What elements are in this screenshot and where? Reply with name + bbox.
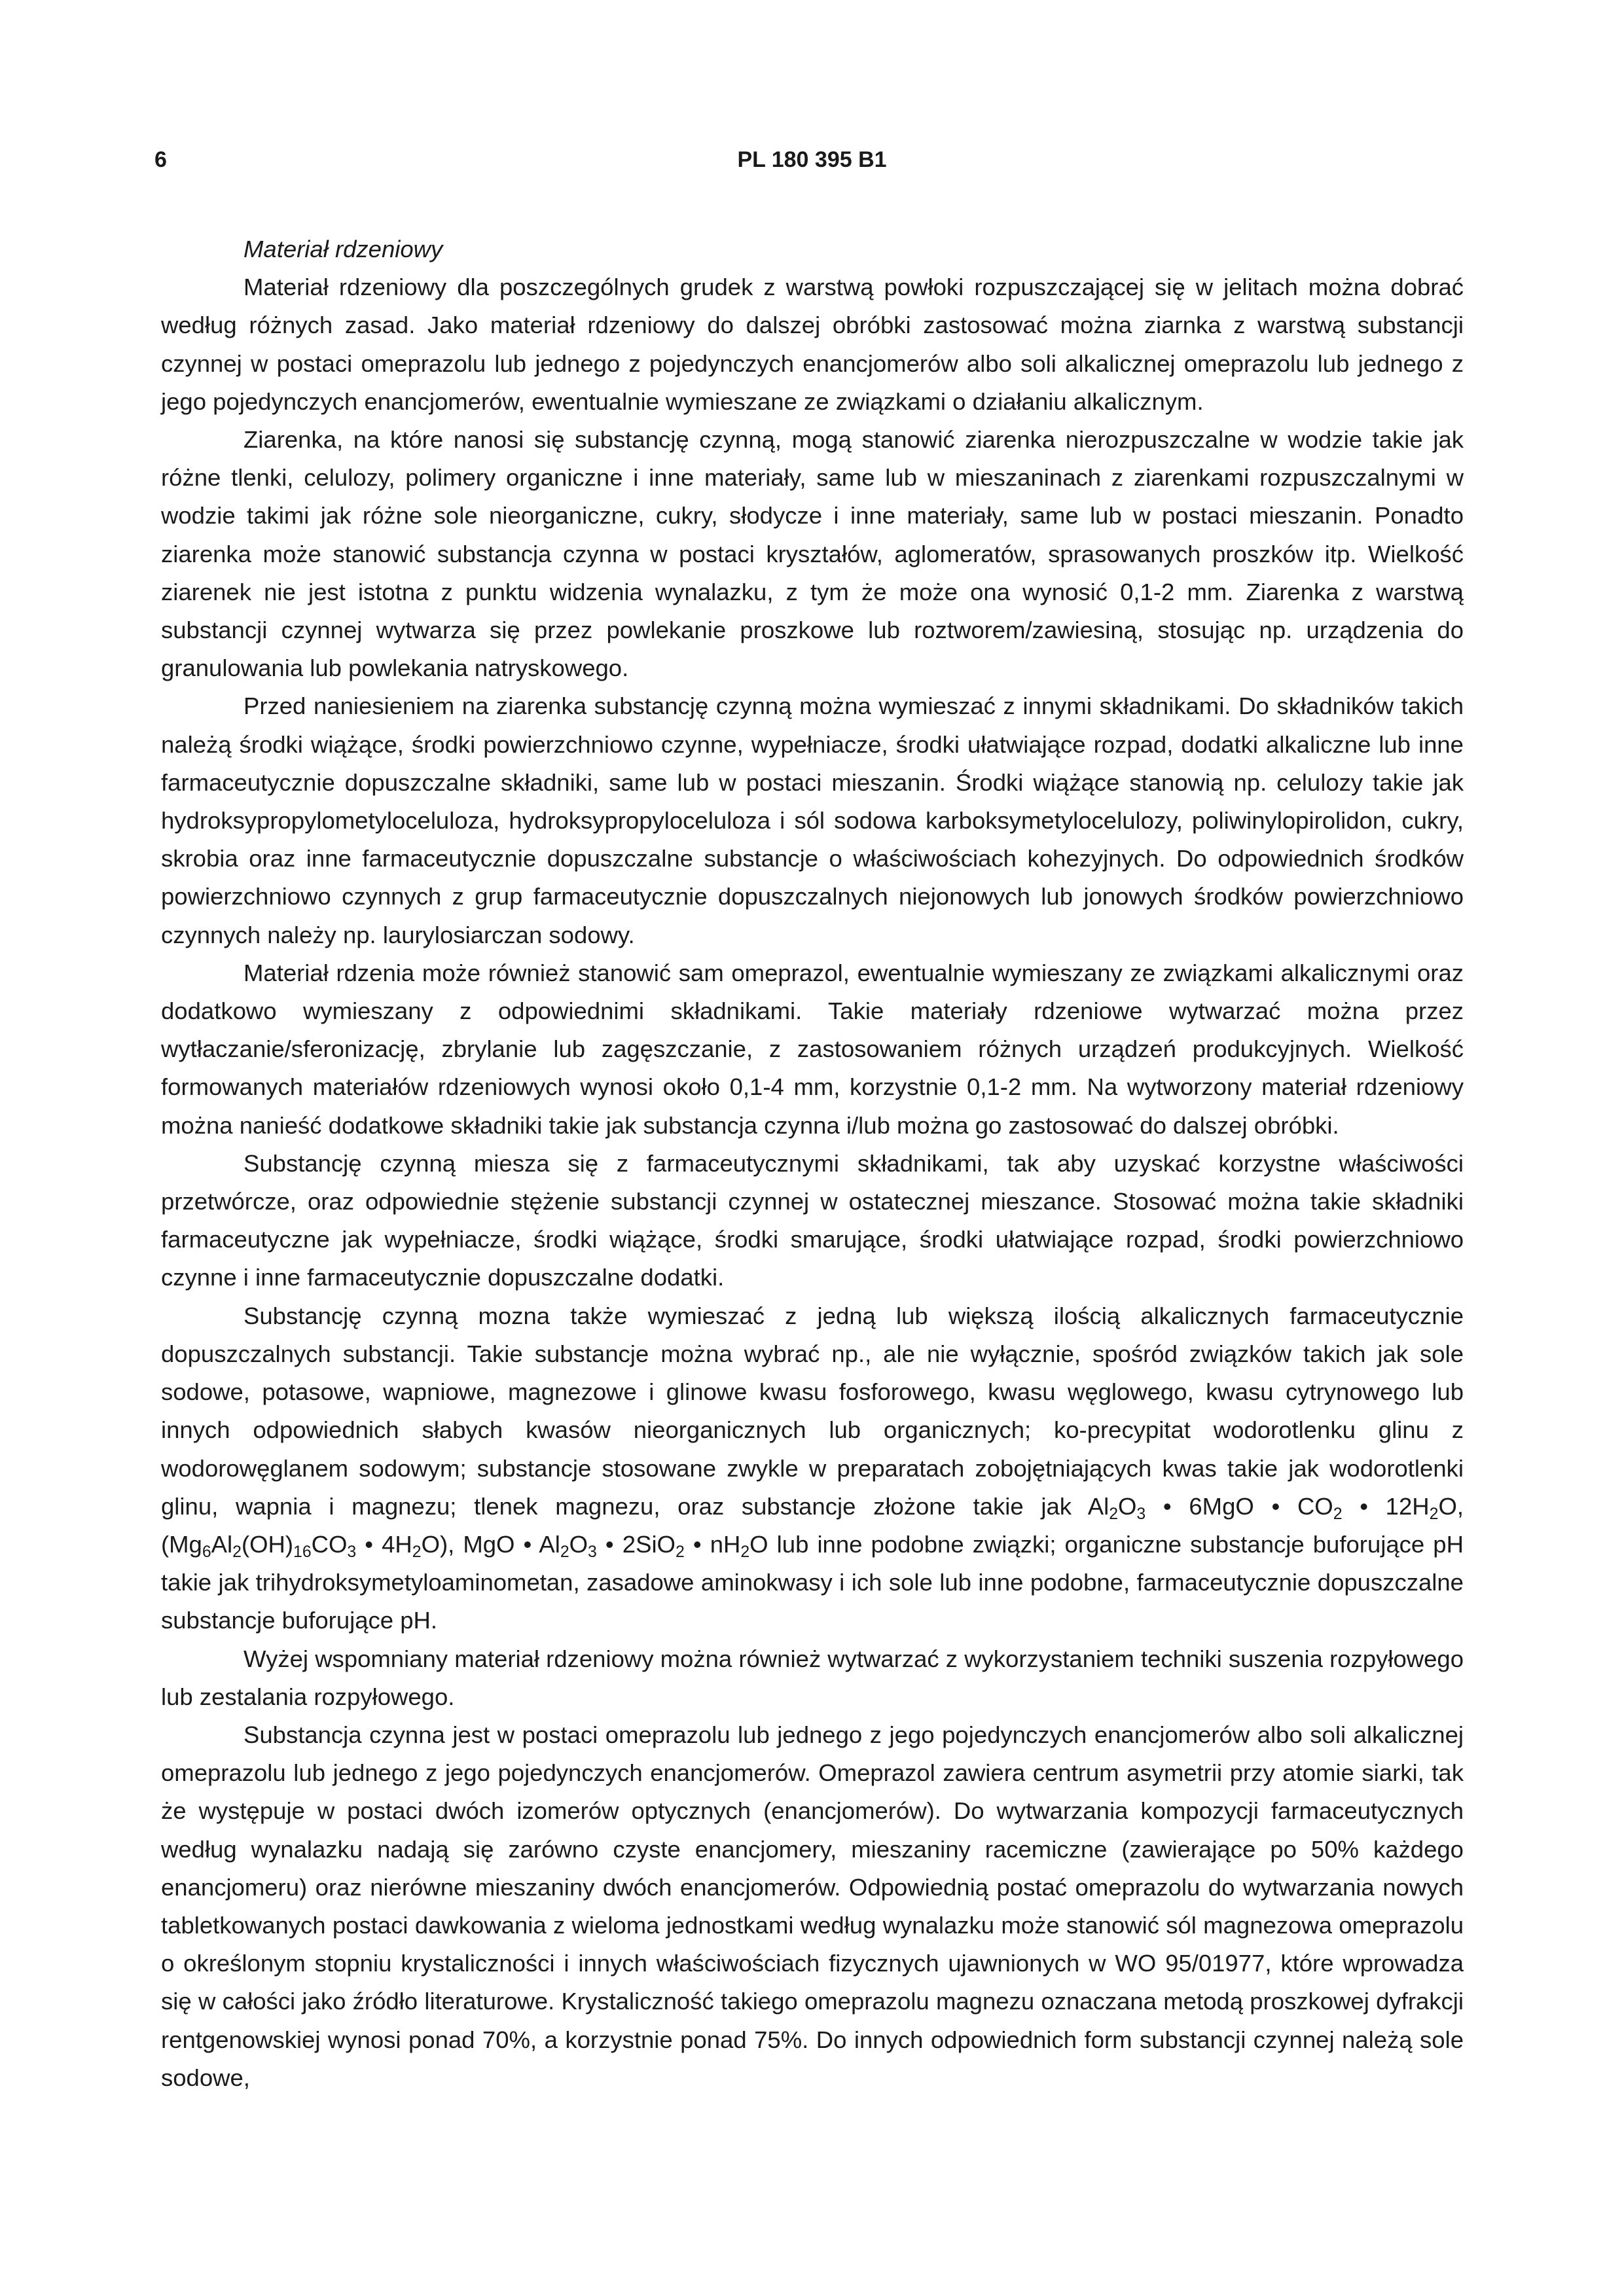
paragraph-spray-drying: Wyżej wspomniany materiał rdzeniowy można również wytwarzać z wykorzystaniem techniki suszenia rozpyłowego lub zestalania rozpyłowego. — [161, 1645, 1464, 1710]
paragraph-granules: Ziarenka, na które nanosi się substancję czynną, mogą stanowić ziarenka nierozpuszczalne w wodzie takie jak różne tlenki, celulozy, polimery organiczne i inne materiały, same lub w mieszaninach z ziarenkami rozpuszczalnymi w wodzie takimi jak różne sole nieorganiczne, cukry, słodycze i inne materiały, same lub w postaci mieszanin. Ponadto ziarenka może stanowić substancja czynna w postaci kryształów, aglomeratów, sprasowanych proszków itp. Wielkość ziarenek nie jest istotna z punktu widzenia wynalazku, z tym że może ona wynosić 0,1-2 mm. Ziarenka z warstwą substancji czynnej wytwarza się przez powlekanie proszkowe lub roztworem/zawiesiną, stosując np. urządzenia do granulowania lub powlekania natryskowego. — [161, 426, 1464, 682]
formula-subscript: 3 — [1136, 1505, 1146, 1523]
formula-text: O, (Mg — [161, 1492, 1464, 1558]
paragraph-active-substance: Substancja czynna jest w postaci omeprazolu lub jednego z jego pojedynczych enancjomerów albo soli alkalicznej omeprazolu lub jednego z jego pojedynczych enancjomerów. Omeprazol zawiera centrum asymetrii przy atomie siarki, tak że występuje w postaci dwóch izomerów optycznych (enancjomerów). Do wytwarzania kompozycji farmaceutycznych według wynalazku nadają się zarówno czyste enancjomery, mieszaniny racemiczne (zawierające po 50% każdego enancjomeru) oraz nierówne mieszaniny dwóch enancjomerów. Odpowiednią postać omeprazolu do wytwarzania nowych tabletkowanych postaci dawkowania z wieloma jednostkami według wynalazku może stanowić sól magnezowa omeprazolu o określonym stopniu krystaliczności i innych właściwościach fizycznych ujawnionych w WO 95/01977, które wprowadza się w całości jako źródło literaturowe. Krystaliczność takiego omeprazolu magnezu oznaczana metodą proszkowej dyfrakcji rentgenowskiej wynosi ponad 70%, a korzystnie ponad 75%. Do innych odpowiednich form substancji czynnej należą sole sodowe, — [161, 1721, 1464, 2091]
formula-text: • nH — [684, 1530, 741, 1558]
paragraph-excipients: Przed naniesieniem na ziarenka substancję czynną można wymieszać z innymi składnikami. Do składników takich należą środki wiążące, środki powierzchniowo czynne, wypełniacze, środki ułatwiające rozpad, dodatki alkaliczne lub inne farmaceutycznie dopuszczalne składniki, same lub w postaci mieszanin. Środki wiążące stanowią np. celulozy takie jak hydroksypropylometyloceluloza, hydroksypropyloceluloza i sól sodowa karboksymetylocelulozy, poliwinylopirolidon, cukry, skrobia oraz inne farmaceutycznie dopuszczalne substancje o właściwościach kohezyjnych. Do odpowiednich środków powierzchniowo czynnych z grup farmaceutycznie dopuszczalnych niejonowych lub jonowych środków powierzchniowo czynnych należy np. laurylosiarczan sodowy. — [161, 692, 1464, 948]
formula-text: • 2SiO — [596, 1530, 676, 1558]
formula-text: Al — [1087, 1492, 1110, 1520]
formula-subscript: 2 — [675, 1543, 685, 1561]
formula-subscript: 2 — [560, 1543, 569, 1561]
formula-text: O — [569, 1530, 588, 1558]
formula-subscript: 16 — [293, 1543, 312, 1561]
formula-text: O — [1118, 1492, 1137, 1520]
page-number: 6 — [154, 147, 167, 172]
formula-text: • 12H — [1342, 1492, 1430, 1520]
formula-subscript: 2 — [232, 1543, 242, 1561]
formula-subscript: 3 — [588, 1543, 597, 1561]
formula-subscript: 2 — [412, 1543, 422, 1561]
formula-subscript: 2 — [740, 1543, 750, 1561]
formula-subscript: 2 — [1429, 1505, 1439, 1523]
paragraph-mixing: Substancję czynną miesza się z farmaceutycznymi składnikami, tak aby uzyskać korzystne właściwości przetwórcze, oraz odpowiednie stężenie substancji czynnej w ostatecznej mieszance. Stosować można takie składniki farmaceutyczne jak wypełniacze, środki wiążące, środki smarujące, środki ułatwiające rozpad, środki powierzchniowo czynne i inne farmaceutycznie dopuszczalne dodatki. — [161, 1149, 1464, 1291]
formula-subscript: 2 — [1109, 1505, 1118, 1523]
document-body — [161, 230, 1464, 2097]
paragraph-core-omeprazole: Materiał rdzenia może również stanowić sam omeprazol, ewentualnie wymieszany ze związkami alkalicznymi oraz dodatkowo wymieszany z odpowiednimi składnikami. Takie materiały rdzeniowe wytwarzać można przez wytłaczanie/sferonizację, zbrylanie lub zagęszczanie, z zastosowaniem różnych urządzeń produkcyjnych. Wielkość formowanych materiałów rdzeniowych wynosi około 0,1-4 mm, korzystnie 0,1-2 mm. Na wytworzony materiał rdzeniowy można nanieść dodatkowe składniki takie jak substancja czynna i/lub można go zastosować do dalszej obróbki. — [161, 959, 1464, 1139]
paragraph-core-material: Materiał rdzeniowy dla poszczególnych grudek z warstwą powłoki rozpuszczającej się w jelitach można dobrać według różnych zasad. Jako materiał rdzeniowy do dalszej obróbki zastosować można ziarnka z warstwą substancji czynnej w postaci omeprazolu lub jednego z pojedynczych enancjomerów albo soli alkalicznej omeprazolu lub jednego z jego pojedynczych enancjomerów, ewentualnie wymieszane ze związkami o działaniu alkalicznym. — [161, 274, 1464, 415]
formula-text: O), MgO • Al — [421, 1530, 560, 1558]
formula-text: (OH) — [241, 1530, 294, 1558]
formula-subscript: 6 — [202, 1543, 211, 1561]
formula-subscript: 3 — [347, 1543, 357, 1561]
formula-text: O — [749, 1530, 768, 1558]
alkaline-text-intro: Substancję czynną mozna także wymieszać z jedną lub większą ilością alkalicznych farmaceutycznie dopuszczalnych substancji. Takie substancje można wybrać np., ale nie wyłącznie, spośród związków takich jak sole sodowe, potasowe, wapniowe, magnezowe i glinowe kwasu fosforowego, kwasu węglowego, kwasu cytrynowego lub innych odpowiednich słabych kwasów nieorganicznych lub organicznych; ko-precypitat wodorotlenku glinu z wodorowęglanem sodowym; substancje stosowane zwykle w preparatach zobojętniających kwas takie jak wodorotlenki glinu, wapnia i magnezu; tlenek magnezu, oraz substancje złożone takie jak — [161, 1302, 1464, 1520]
paragraph-alkaline-substances — [161, 1297, 1464, 1640]
formula-text: • 6MgO • CO — [1146, 1492, 1333, 1520]
section-title: Materiał rdzeniowy — [244, 236, 443, 262]
formula-text: • 4H — [356, 1530, 412, 1558]
alkaline-text-tail: lub inne podobne związki; organiczne substancje buforujące pH takie jak trihydroksymetyloaminometan, zasadowe aminokwasy i ich sole lub inne podobne, farmaceutycznie dopuszczalne substancje buforujące pH. — [161, 1530, 1464, 1634]
formula-text: CO — [311, 1530, 348, 1558]
formula-text: Al — [211, 1530, 233, 1558]
patent-number-header: PL 180 395 B1 — [737, 147, 887, 172]
formula-subscript: 2 — [1333, 1505, 1343, 1523]
